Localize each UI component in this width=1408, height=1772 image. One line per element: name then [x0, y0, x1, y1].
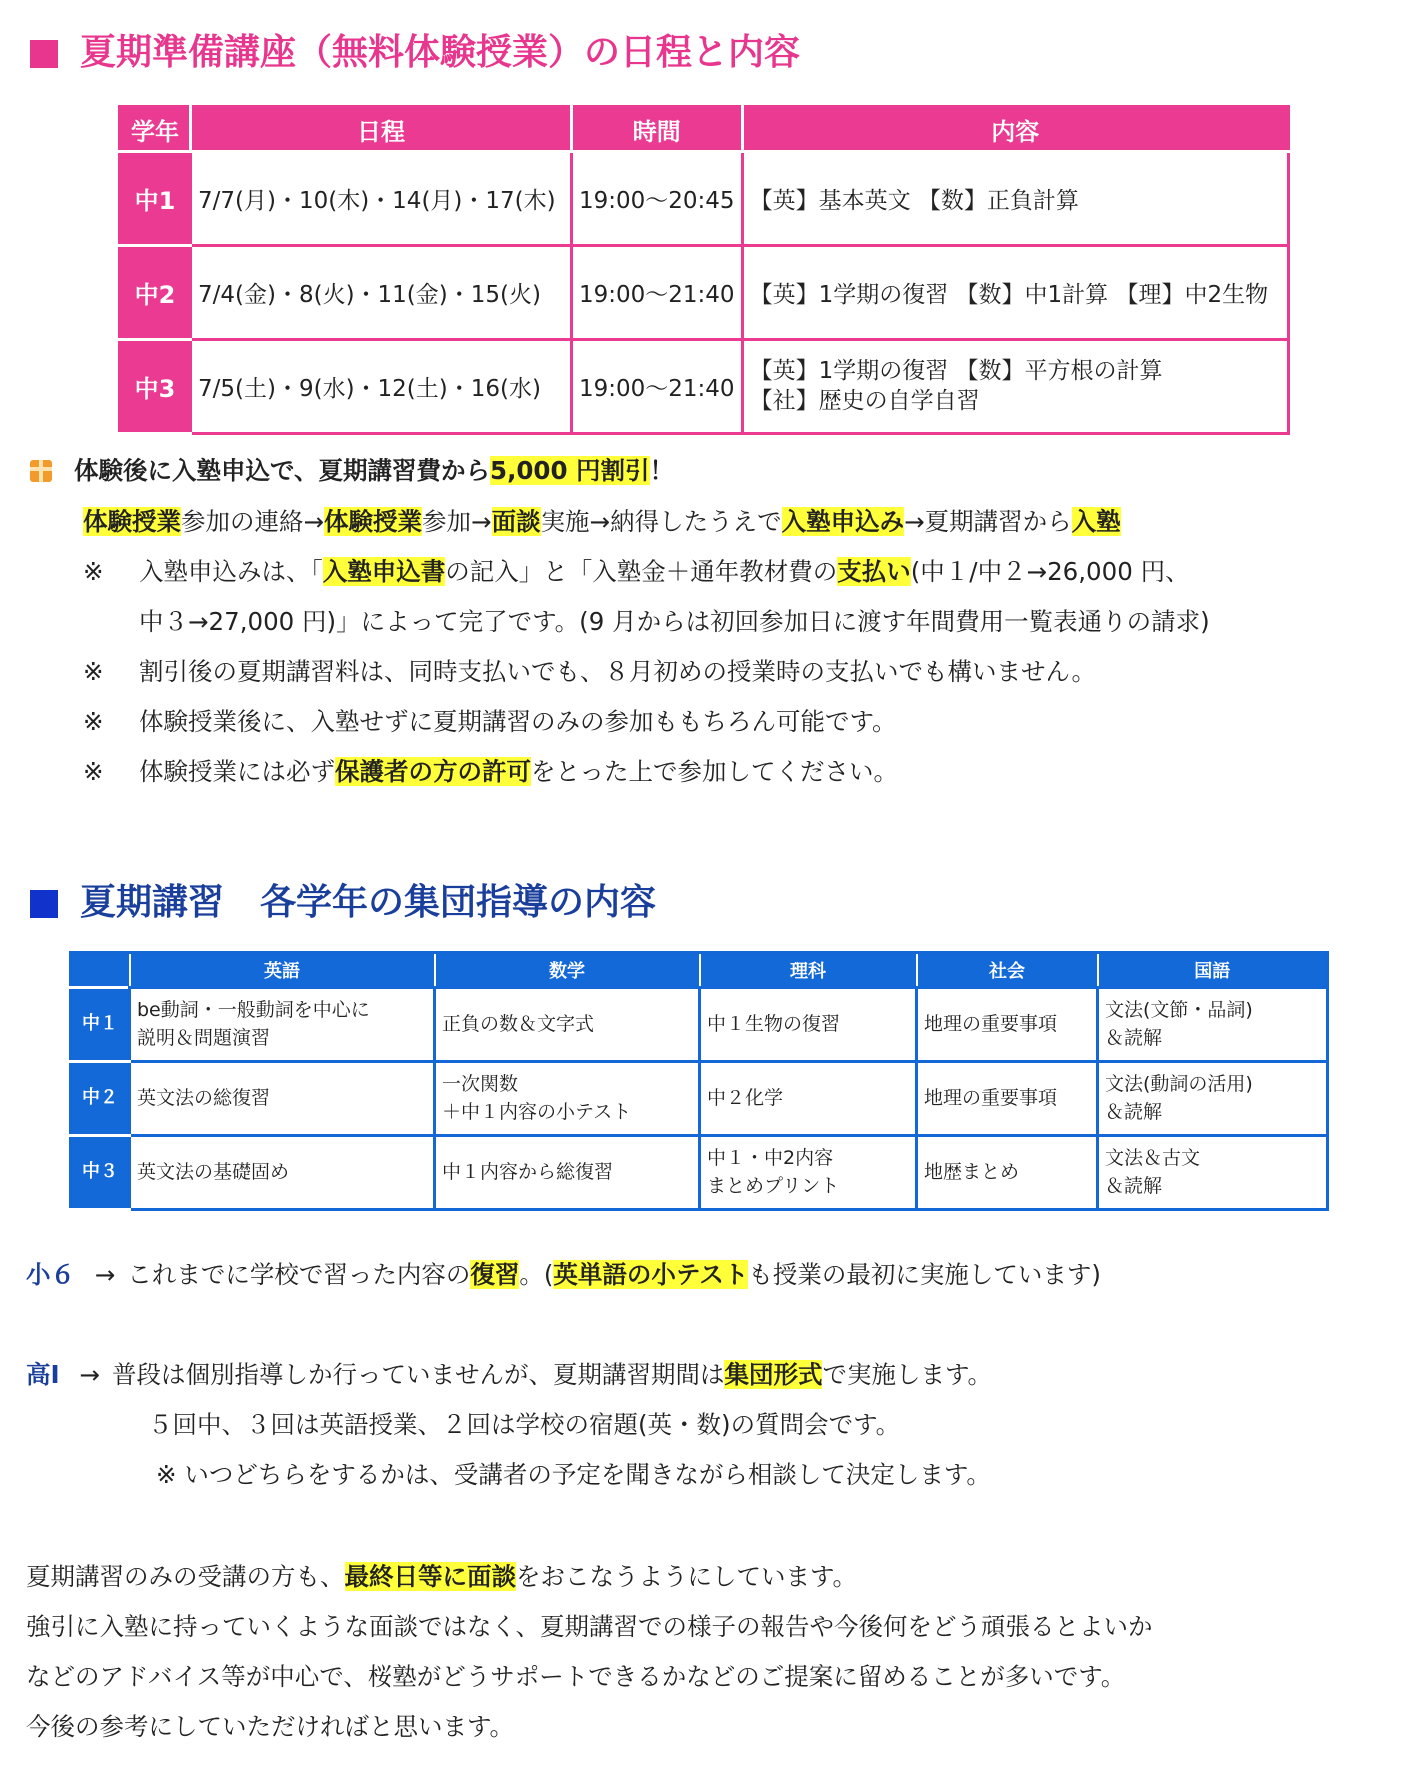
social-cell: 地理の重要事項: [917, 988, 1098, 1062]
kou1-line-3: ※ いつどちらをするかは、受講者の予定を聞きながら相談して決定します。: [156, 1460, 991, 1489]
sho6-line: 小６ → これまでに学校で習った内容の復習。(英単語の小テストも授業の最初に実施しています): [26, 1260, 1101, 1289]
content-cell: 【英】1学期の復習 【数】中1計算 【理】中2生物: [742, 246, 1288, 340]
table-row: [71, 1062, 1328, 1136]
discount-line: 体験後に入塾申込で、夏期講習費から5,000 円割引！: [30, 456, 674, 485]
subjects-header-row: [71, 953, 1328, 988]
grade-cell: 中３: [71, 1136, 130, 1210]
schedule-header-row: [120, 107, 1289, 152]
header-japanese: 国語: [1098, 953, 1328, 988]
header-dates: 日程: [191, 107, 572, 152]
arrow-icon: →: [94, 1260, 116, 1289]
square-bullet-icon: [30, 40, 58, 68]
english-cell: 英文法の基礎固め: [130, 1136, 435, 1210]
note-1-continued: 中３→27,000 円)」によって完了です。(9 月からは初回参加日に渡す年間費用一覧表通りの請求): [139, 607, 1210, 636]
header-social: 社会: [917, 953, 1098, 988]
flow-line: 体験授業参加の連絡→体験授業参加→面談実施→納得したうえで入塾申込み→夏期講習から入塾: [83, 507, 1121, 536]
table-row: [71, 988, 1328, 1062]
square-bullet-icon: [30, 890, 58, 918]
dates-cell: 7/7(月)・10(木)・14(月)・17(木): [191, 152, 572, 246]
grade-cell: 中2: [120, 246, 191, 340]
header-science: 理科: [700, 953, 917, 988]
content-cell: 【英】1学期の復習 【数】平方根の計算 【社】歴史の自学自習: [742, 340, 1288, 434]
math-cell: 正負の数＆文字式: [435, 988, 700, 1062]
time-cell: 19:00〜21:40: [572, 246, 743, 340]
science-cell: 中２化学: [700, 1062, 917, 1136]
header-english: 英語: [130, 953, 435, 988]
english-cell: 英文法の総復習: [130, 1062, 435, 1136]
schedule-table: [118, 105, 1290, 435]
closing-line-4: 今後の参考にしていただければと思います。: [26, 1712, 515, 1741]
header-grade: 学年: [120, 107, 191, 152]
arrow-icon: →: [79, 1360, 100, 1389]
note-3: ※ 体験授業後に、入塾せずに夏期講習のみの参加ももちろん可能です。: [83, 707, 897, 736]
note-2: ※ 割引後の夏期講習料は、同時支払いでも、８月初めの授業時の支払いでも構いません。: [83, 657, 1096, 686]
header-content: 内容: [742, 107, 1288, 152]
closing-line-3: などのアドバイス等が中心で、桜塾がどうサポートできるかなどのご提案に留めることが多いです。: [26, 1662, 1126, 1691]
note-4: ※ 体験授業には必ず保護者の方の許可をとった上で参加してください。: [83, 757, 899, 786]
science-cell: 中１・中2内容 まとめプリント: [700, 1136, 917, 1210]
dates-cell: 7/4(金)・8(火)・11(金)・15(火): [191, 246, 572, 340]
japanese-cell: 文法＆古文 ＆読解: [1098, 1136, 1328, 1210]
closing-line-2: 強引に入塾に持っていくような面談ではなく、夏期講習での様子の報告や今後何をどう頑張るとよいか: [26, 1612, 1153, 1641]
kou1-line-2: ５回中、３回は英語授業、２回は学校の宿題(英・数)の質問会です。: [148, 1410, 901, 1439]
time-cell: 19:00〜20:45: [572, 152, 743, 246]
time-cell: 19:00〜21:40: [572, 340, 743, 434]
header-empty: [71, 953, 130, 988]
social-cell: 地歴まとめ: [917, 1136, 1098, 1210]
social-cell: 地理の重要事項: [917, 1062, 1098, 1136]
grade-cell: 中3: [120, 340, 191, 434]
table-row: [120, 246, 1289, 340]
japanese-cell: 文法(動詞の活用) ＆読解: [1098, 1062, 1328, 1136]
sho6-label: 小６: [26, 1260, 75, 1289]
header-math: 数学: [435, 953, 700, 988]
content-cell: 【英】基本英文 【数】正負計算: [742, 152, 1288, 246]
kou1-label: 高Ⅰ: [26, 1360, 60, 1389]
math-cell: 一次関数 ＋中１内容の小テスト: [435, 1062, 700, 1136]
japanese-cell: 文法(文節・品詞) ＆読解: [1098, 988, 1328, 1062]
table-row: [71, 1136, 1328, 1210]
science-cell: 中１生物の復習: [700, 988, 917, 1062]
grade-cell: 中1: [120, 152, 191, 246]
english-cell: be動詞・一般動詞を中心に 説明＆問題演習: [130, 988, 435, 1062]
math-cell: 中１内容から総復習: [435, 1136, 700, 1210]
table-row: [120, 340, 1289, 434]
kou1-line: 高Ⅰ → 普段は個別指導しか行っていませんが、夏期講習期間は集団形式で実施します。: [26, 1360, 992, 1389]
table-row: [120, 152, 1289, 246]
closing-line-1: 夏期講習のみの受講の方も、最終日等に面談をおこなうようにしています。: [26, 1562, 858, 1591]
section2-title: 夏期講習 各学年の集団指導の内容: [30, 874, 656, 925]
note-1: ※ 入塾申込みは、「入塾申込書の記入」と「入塾金＋通年教材費の支払い(中１/中２→26,000 円、: [83, 557, 1190, 586]
grade-cell: 中１: [71, 988, 130, 1062]
subjects-table: [69, 951, 1329, 1211]
header-time: 時間: [572, 107, 743, 152]
gift-icon: [30, 460, 52, 482]
section1-title: 夏期準備講座（無料体験授業）の日程と内容: [30, 24, 800, 75]
grade-cell: 中２: [71, 1062, 130, 1136]
dates-cell: 7/5(土)・9(水)・12(土)・16(水): [191, 340, 572, 434]
